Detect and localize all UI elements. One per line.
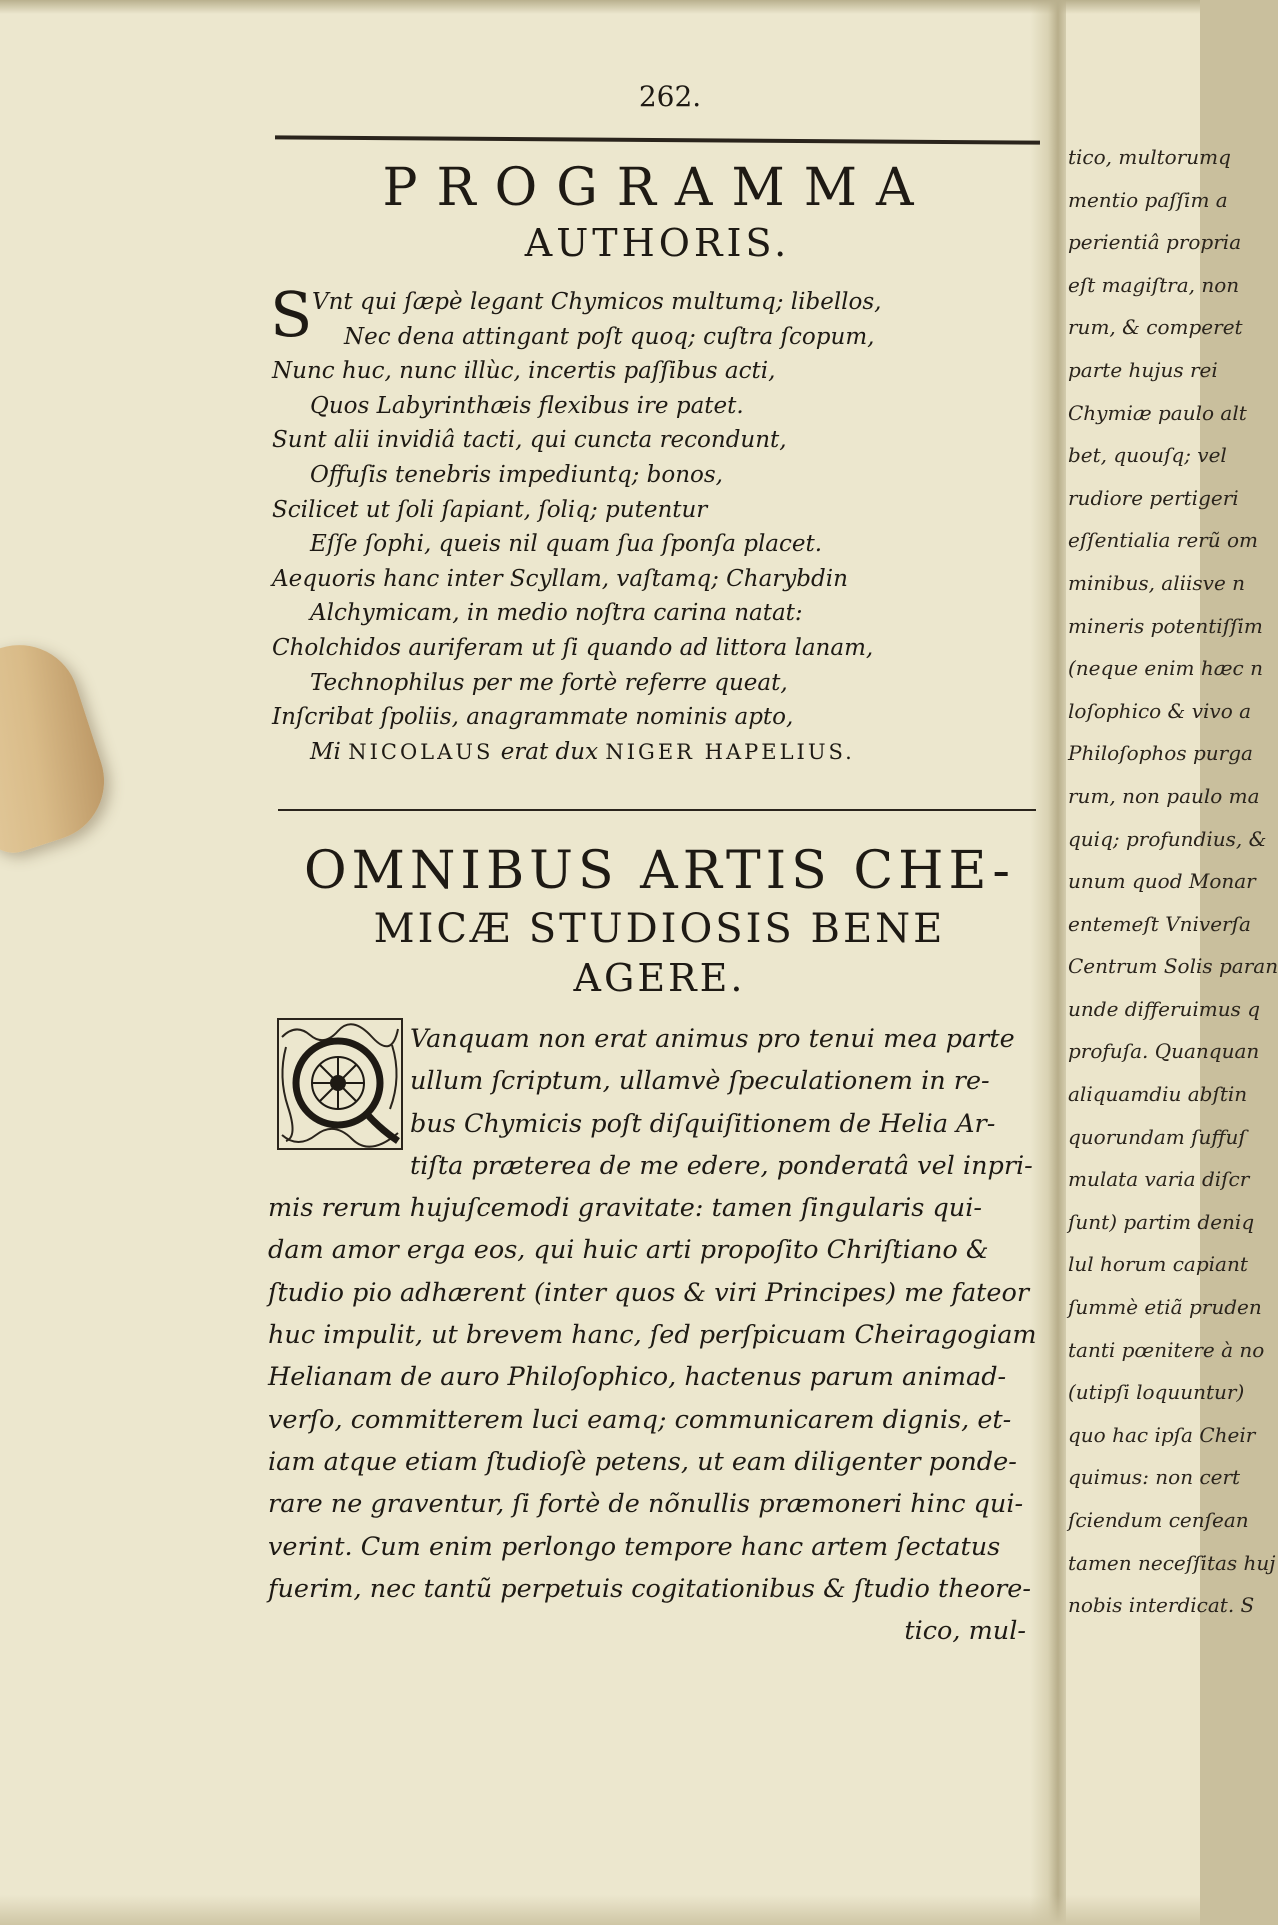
poem-line: Technophilus per me fortè referre queat, [310, 669, 788, 696]
poem-line: Offuſis tenebris impediuntq; bonos, [310, 461, 723, 488]
facing-line: bet, quouſq; vel [1068, 443, 1227, 468]
facing-line: eſſentialia rerũ om [1068, 528, 1258, 553]
facing-line: rudiore pertigeri [1068, 485, 1239, 510]
body-line: verint. Cum enim perlongo tempore hanc artem ſectatus [268, 1531, 1001, 1562]
body-line: iam atque etiam ſtudioſè petens, ut eam diligenter ponde- [268, 1446, 1017, 1477]
facing-line: tico, multorumq [1068, 145, 1231, 169]
facing-line: Centrum Solis paran [1068, 954, 1278, 979]
facing-line: loſophico & vivo a [1068, 698, 1252, 723]
dedication-heading-line-1: OMNIBUS ARTIS CHE- [304, 841, 1015, 901]
dedication-heading [272, 838, 1047, 1002]
body-line: tiſta præterea de me edere, ponderatâ vel inpri- [410, 1150, 1033, 1181]
signature-name-2: NIGER HAPELIUS. [605, 739, 855, 764]
facing-line: tanti pœnitere à no [1068, 1337, 1265, 1362]
dedication-heading-line-3: AGERE. [573, 956, 746, 1000]
facing-line: lul horum capiant [1068, 1252, 1248, 1277]
programma-title: PROGRAMMA [382, 158, 933, 218]
facing-line: ſciendum cenſean [1068, 1508, 1249, 1532]
poem-line: Aequoris hanc inter Scyllam, vaſtamq; Charybdin [272, 565, 848, 592]
body-line: rare ne graventur, ſi fortè de nõnullis præmoneri hinc qui- [268, 1489, 1024, 1520]
catchword: tico, mul- [904, 1616, 1026, 1647]
body-line: verſo, committerem luci eamq; communicarem dignis, et- [268, 1404, 1012, 1435]
facing-line: unum quod Monar [1068, 869, 1256, 894]
signature-prefix: Mi [310, 738, 341, 765]
body-line: dam amor erga eos, qui huic arti propoſito Chriſtiano & [268, 1235, 989, 1266]
facing-line: ſummè etiã pruden [1068, 1295, 1262, 1320]
body-line: huc impulit, ut brevem hanc, ſed perſpicuam Cheiragogiam [268, 1320, 1037, 1351]
facing-line: quorundam ſuffuſ [1068, 1124, 1246, 1149]
facing-line: rum, & comperet [1068, 315, 1243, 340]
body-line: bus Chymicis poſt diſquiſitionem de Helia Ar- [410, 1108, 996, 1139]
facing-line: (utipſi loquuntur) [1068, 1380, 1245, 1405]
facing-line: tamen neceſſitas huj [1068, 1550, 1276, 1575]
facing-line: quiq; profundius, & [1068, 826, 1267, 851]
body-line: ullum ſcriptum, ullamvè ſpeculationem in re- [410, 1066, 990, 1097]
facing-line: entemeſt Vniverſa [1068, 911, 1251, 936]
poem-line: Sunt alii invidiâ tacti, qui cuncta recondunt, [272, 427, 787, 454]
dedication-heading-line-2: MICÆ STUDIOSIS BENE [373, 906, 946, 952]
poem-line: Nunc huc, nunc illùc, incertis paſſibus acti, [272, 358, 776, 385]
poem-line: Eſſe ſophi, queis nil quam ſua ſponſa placet. [310, 531, 823, 558]
body-line: Helianam de auro Philoſophico, hactenus parum animad- [268, 1362, 1007, 1393]
poem-line: Nec dena attingant poſt quoq; cuſtra ſcopum, [344, 323, 875, 350]
dedication-body [268, 1018, 1048, 1652]
poem-line: Scilicet ut ſoli ſapiant, ſoliq; putentur [272, 496, 708, 523]
poem-line: Cholchidos auriferam ut ſi quando ad littora lanam, [272, 634, 874, 661]
page-number: 262. [638, 80, 702, 113]
facing-line: aliquamdiu abſtin [1068, 1082, 1248, 1107]
facing-line: parte hujus rei [1068, 357, 1218, 382]
facing-line: ſunt) partim deniq [1068, 1209, 1255, 1234]
top-shadow [0, 0, 1200, 14]
facing-line: profuſa. Quanquan [1068, 1039, 1260, 1064]
poem-line: Alchymicam, in medio noſtra carina natat: [310, 600, 803, 627]
poem-line: Vnt qui ſæpè legant Chymicos multumq; libellos, [312, 289, 882, 315]
programma-dropcap: S [270, 278, 313, 351]
poem-line: Inſcribat ſpoliis, anagrammate nominis apto, [272, 704, 794, 731]
programma-poem [270, 278, 1042, 769]
body-line: Vanquam non erat animus pro tenui mea parte [410, 1024, 1015, 1054]
signature-mid: erat dux [500, 738, 599, 765]
poem-signature-line [272, 735, 1042, 770]
facing-line: (neque enim hæc n [1068, 656, 1263, 681]
poem-line: Quos Labyrinthæis flexibus ire patet. [310, 392, 744, 419]
facing-line: Chymiæ paulo alt [1068, 400, 1247, 425]
facing-line: minibus, aliisve n [1068, 570, 1246, 595]
facing-line: rum, non paulo ma [1068, 783, 1260, 808]
programma-subtitle: AUTHORIS. [524, 221, 791, 265]
body-line: ſtudio pio adhærent (inter quos & viri Principes) me fateor [268, 1277, 1030, 1308]
facing-line: eſt magiſtra, non [1068, 272, 1240, 297]
facing-line: perientiâ propria [1068, 230, 1242, 255]
facing-line: quimus: non cert [1068, 1465, 1241, 1490]
body-line: fuerim, nec tantũ perpetuis cogitationibus & ſtudio theore- [268, 1573, 1031, 1604]
section-divider [278, 809, 1036, 811]
facing-line: mulata varia diſcr [1068, 1167, 1250, 1192]
facing-line: mineris potentiſſim [1068, 613, 1263, 638]
facing-line: unde differuimus q [1068, 996, 1261, 1021]
body-line: mis rerum hujuſcemodi gravitate: tamen ſingularis qui- [268, 1193, 982, 1224]
facing-line: mentio paſſim a [1068, 187, 1228, 212]
facing-line: nobis interdicat. S [1068, 1593, 1255, 1618]
facing-line: quo hac ipſa Cheir [1068, 1422, 1256, 1447]
signature-name-1: NICOLAUS [348, 739, 494, 764]
bottom-shadow [0, 1895, 1200, 1925]
facing-line: Philoſophos purga [1068, 741, 1253, 766]
facing-page-text [1068, 136, 1278, 1627]
